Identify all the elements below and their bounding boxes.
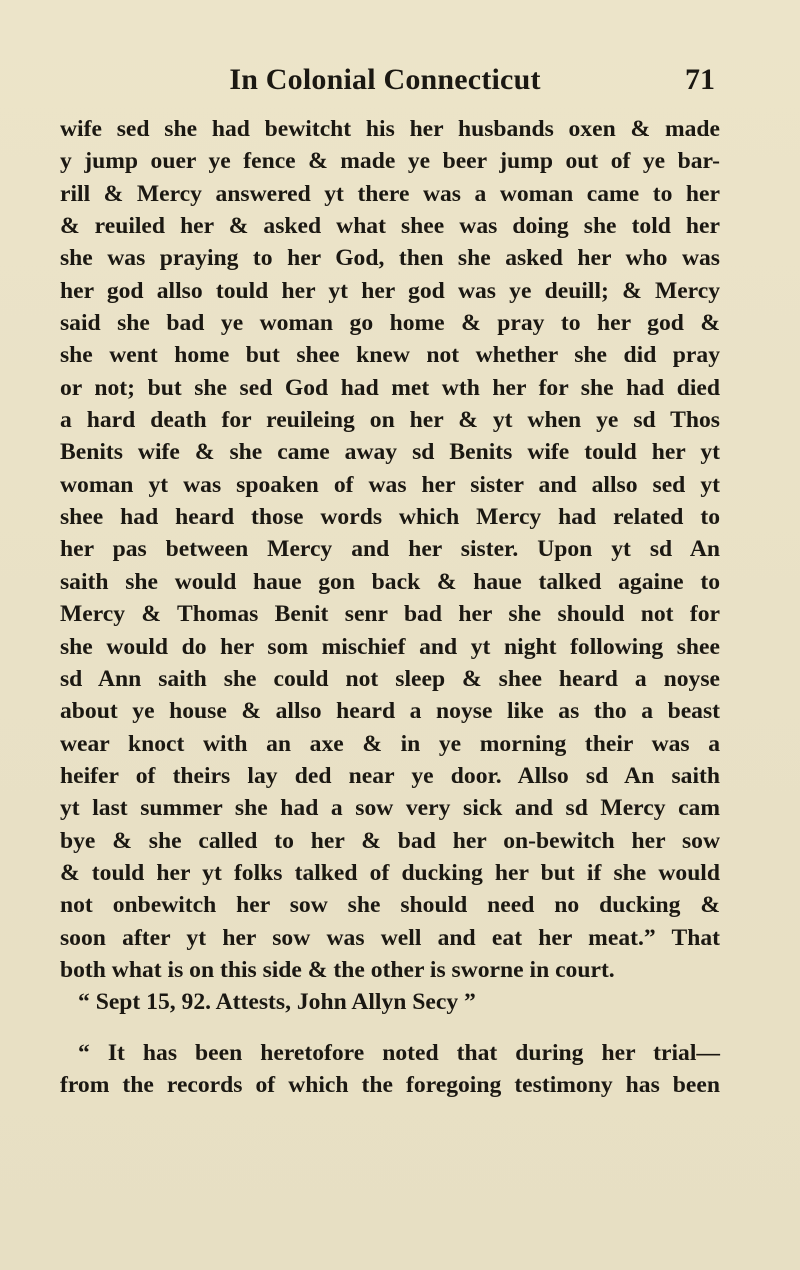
text-line: bye & she called to her & bad her on-bewitch her sow [60, 827, 720, 854]
text-line: Mercy & Thomas Benit senr bad her she should not for [60, 601, 720, 628]
text-line: she was praying to her God, then she asked her who was [60, 245, 720, 272]
text-line: yt last summer she had a sow very sick and sd Mercy cam [60, 795, 720, 822]
body-text [60, 113, 720, 1101]
text-line: both what is on this side & the other is sworne in court. [60, 956, 615, 983]
text-line: a hard death for reuileing on her & yt when ye sd Thos [60, 407, 720, 434]
text-line: her pas between Mercy and her sister. Upon yt sd An [60, 536, 720, 563]
text-line: or not; but she sed God had met wth her for she had died [60, 374, 720, 401]
text-line: saith she would haue gon back & haue talked againe to [60, 568, 720, 595]
text-line: said she bad ye woman go home & pray to her god & [60, 310, 720, 337]
text-line: “ It has been heretofore noted that during her trial— [78, 1039, 720, 1066]
text-line: soon after yt her sow was well and eat her meat.” That [60, 924, 720, 951]
text-line: she would do her som mischief and yt night following shee [60, 633, 720, 660]
text-line: rill & Mercy answered yt there was a woman came to her [60, 180, 720, 207]
page-number: 71 [685, 63, 715, 96]
text-line: shee had heard those words which Mercy had related to [60, 504, 720, 531]
text-line: her god allso tould her yt her god was ye deuill; & Mercy [60, 277, 720, 304]
running-head [60, 60, 715, 100]
text-line: wife sed she had bewitcht his her husbands oxen & made [60, 116, 720, 142]
text-line: & reuiled her & asked what shee was doing she told her [60, 213, 720, 240]
text-line: y jump ouer ye fence & made ye beer jump out of ye bar- [60, 148, 720, 175]
text-line: wear knoct with an axe & in ye morning their was a [60, 730, 720, 757]
text-line: sd Ann saith she could not sleep & shee heard a noyse [60, 665, 720, 692]
text-line: not onbewitch her sow she should need no ducking & [60, 892, 720, 919]
running-title: In Colonial Connecticut [229, 63, 541, 96]
text-line: heifer of theirs lay ded near ye door. Allso sd An saith [60, 762, 720, 789]
text-line: about ye house & allso heard a noyse like as tho a beast [60, 698, 720, 725]
text-line: woman yt was spoaken of was her sister and allso sed yt [60, 471, 720, 498]
paragraph-gap [60, 1019, 720, 1037]
attestation-line: “ Sept 15, 92. Attests, John Allyn Secy ” [78, 989, 476, 1016]
text-line: from the records of which the foregoing testimony has been [60, 1071, 720, 1098]
text-line: & tould her yt folks talked of ducking her but if she would [60, 859, 720, 886]
text-line: Benits wife & she came away sd Benits wife tould her yt [60, 439, 720, 466]
text-line: she went home but shee knew not whether she did pray [60, 342, 720, 369]
